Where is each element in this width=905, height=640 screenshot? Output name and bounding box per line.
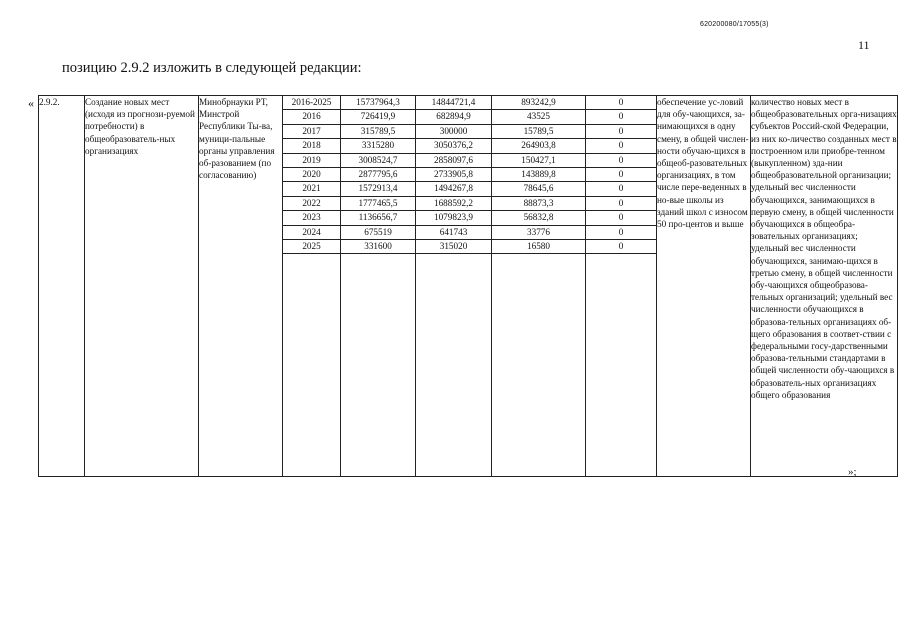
funding-year: 2018 (283, 139, 341, 153)
funding-row (283, 96, 656, 110)
funding-year: 2016-2025 (283, 96, 341, 110)
funding-cell (283, 96, 657, 477)
funding-year: 2017 (283, 124, 341, 138)
funding-filler-cell (341, 254, 416, 477)
funding-total: 315789,5 (341, 124, 416, 138)
funding-other: 0 (586, 167, 657, 181)
funding-federal: 143889,8 (492, 167, 586, 181)
executor-cell: Минобрнауки РТ, Минстрой Республики Ты-ва, муници-пальные органы управления об-разованием (по согласованию) (199, 96, 283, 477)
page-number: 11 (858, 38, 870, 52)
funding-other: 0 (586, 211, 657, 225)
funding-other: 0 (586, 225, 657, 239)
funding-regional: 682894,9 (416, 110, 492, 124)
target-values-cell: количество новых мест в общеобразовательных орга-низациях субъектов Россий-ской Федерации, из них ко-личество созданных мест в построенном или приобре-тенном (выкупленном) зда-нии общеобразовательной организации; удельный вес численности обучающихся, занимающихся в первую смену, в общей численности обучающихся в общеобра-зовательных организациях; удельный вес численности обучающихся, занимаю-щихся в третью смену, в общей численности обу-чающихся общеобразова-тельных организаций; удельный вес численности обучающихся в образова-тельных организациях об-щего образования в соответ-ствии с федеральными госу-дарственными образова-тельными стандартами в общей численности обу-чающихся в образователь-ных организациях общего образования (751, 96, 898, 477)
funding-year: 2016 (283, 110, 341, 124)
measure-name: Создание новых мест (исходя из прогнози-руемой потребности) в общеобразователь-ных организациях (85, 96, 199, 477)
funding-regional: 300000 (416, 124, 492, 138)
funding-total: 726419,9 (341, 110, 416, 124)
funding-federal: 56832,8 (492, 211, 586, 225)
funding-regional: 3050376,2 (416, 139, 492, 153)
funding-row (283, 110, 656, 124)
funding-year: 2021 (283, 182, 341, 196)
funding-row (283, 239, 656, 253)
funding-regional: 315020 (416, 239, 492, 253)
funding-regional: 2733905,8 (416, 167, 492, 181)
closing-quote: »; (848, 466, 857, 478)
funding-regional: 1494267,8 (416, 182, 492, 196)
funding-row (283, 196, 656, 210)
funding-federal: 33776 (492, 225, 586, 239)
funding-federal: 150427,1 (492, 153, 586, 167)
funding-regional: 2858097,6 (416, 153, 492, 167)
section-heading: позицию 2.9.2 изложить в следующей редакции: (62, 60, 362, 76)
funding-row (283, 153, 656, 167)
funding-row (283, 211, 656, 225)
funding-federal: 893242,9 (492, 96, 586, 110)
indicator-cell: обеспечение ус-ловий для обу-чающихся, за-нимающихся в одну смену, в общей числен-ности обучаю-щихся в общеоб-разовательных организациях, в том числе пере-веденных в но-вые школы из зданий школ с износом 50 про-центов и выше (657, 96, 751, 477)
funding-other: 0 (586, 96, 657, 110)
funding-regional: 14844721,4 (416, 96, 492, 110)
document-code: 620200080/17055(3) (700, 21, 769, 28)
funding-federal: 88873,3 (492, 196, 586, 210)
funding-filler-cell (416, 254, 492, 477)
funding-row (283, 225, 656, 239)
funding-year: 2020 (283, 167, 341, 181)
funding-year: 2022 (283, 196, 341, 210)
funding-filler-row (283, 254, 656, 477)
funding-year: 2019 (283, 153, 341, 167)
funding-other: 0 (586, 239, 657, 253)
funding-other: 0 (586, 139, 657, 153)
funding-row (283, 139, 656, 153)
funding-total: 3315280 (341, 139, 416, 153)
funding-other: 0 (586, 110, 657, 124)
funding-total: 2877795,6 (341, 167, 416, 181)
program-table (38, 95, 898, 477)
funding-total: 331600 (341, 239, 416, 253)
funding-total: 3008524,7 (341, 153, 416, 167)
funding-other: 0 (586, 124, 657, 138)
funding-federal: 16580 (492, 239, 586, 253)
funding-row (283, 167, 656, 181)
funding-other: 0 (586, 182, 657, 196)
funding-year: 2025 (283, 239, 341, 253)
item-number: 2.9.2. (39, 96, 85, 477)
funding-year: 2023 (283, 211, 341, 225)
funding-filler-cell (492, 254, 586, 477)
funding-federal: 43525 (492, 110, 586, 124)
funding-federal: 15789,5 (492, 124, 586, 138)
funding-filler-cell (586, 254, 657, 477)
funding-total: 15737964,3 (341, 96, 416, 110)
funding-year: 2024 (283, 225, 341, 239)
funding-federal: 78645,6 (492, 182, 586, 196)
funding-regional: 641743 (416, 225, 492, 239)
funding-total: 1572913,4 (341, 182, 416, 196)
funding-federal: 264903,8 (492, 139, 586, 153)
funding-row (283, 182, 656, 196)
funding-total: 675519 (341, 225, 416, 239)
funding-regional: 1079823,9 (416, 211, 492, 225)
funding-other: 0 (586, 153, 657, 167)
funding-row (283, 124, 656, 138)
funding-total: 1136656,7 (341, 211, 416, 225)
funding-table (283, 96, 656, 476)
funding-filler-cell (283, 254, 341, 477)
table-row (39, 96, 898, 477)
funding-total: 1777465,5 (341, 196, 416, 210)
funding-regional: 1688592,2 (416, 196, 492, 210)
funding-other: 0 (586, 196, 657, 210)
opening-quote: « (28, 96, 34, 110)
